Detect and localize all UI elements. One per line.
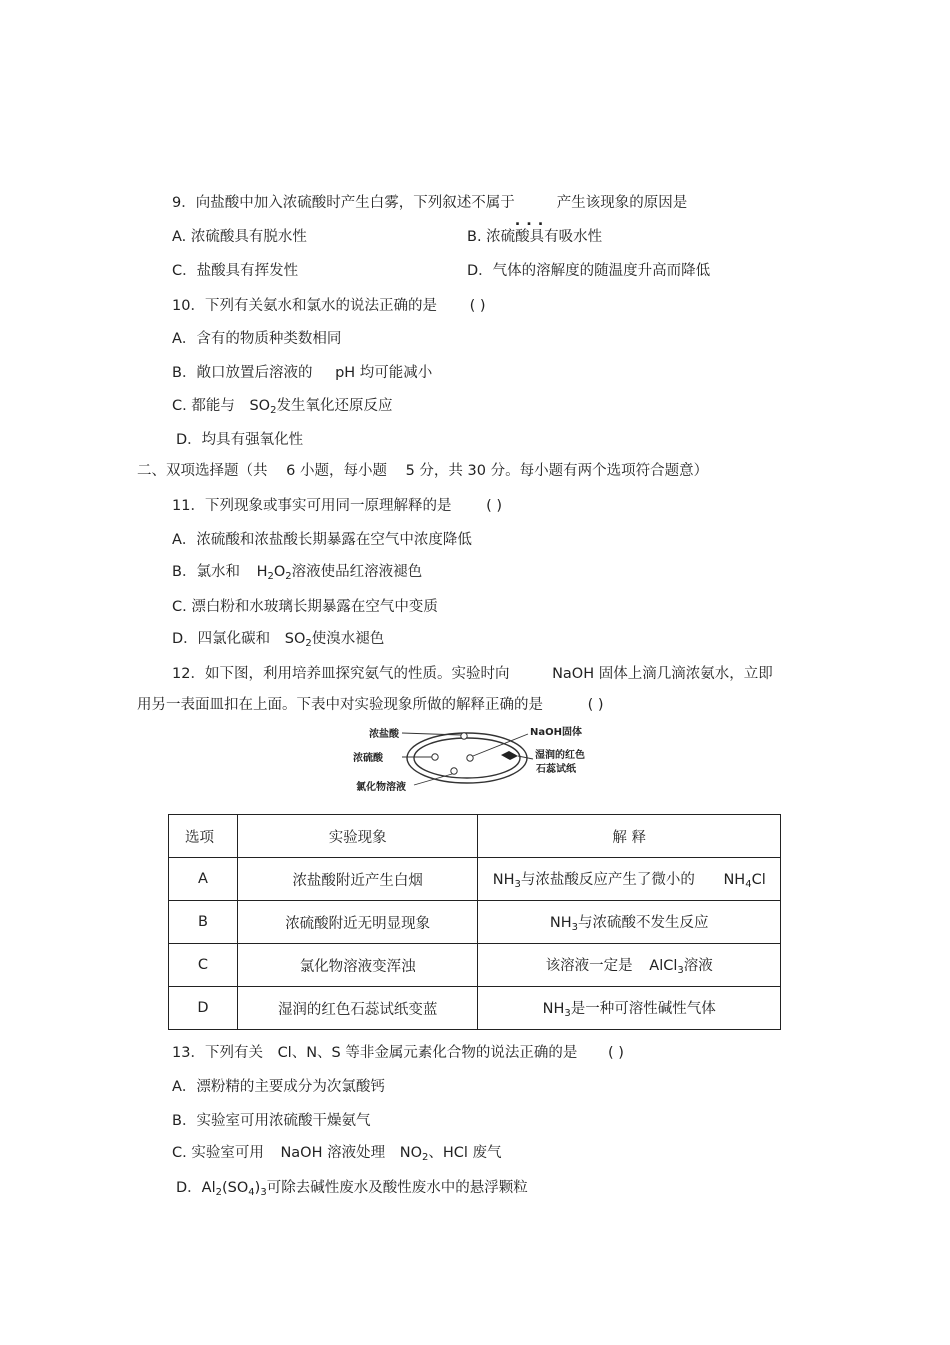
exp-d-text: 是一种可溶性碱性气体 (570, 1001, 716, 1017)
q13-option-b: B．实验室可用浓硫酸干燥氨气 (172, 1113, 371, 1129)
q13-option-c-sub: 2 (422, 1152, 429, 1163)
petri-dish-diagram (352, 722, 602, 794)
q12-stem-part-b: 固体上滴几滴浓氨水，立即 (598, 666, 773, 682)
q13-answer-blank: ( ) (608, 1045, 624, 1061)
row-phenomenon: 浓盐酸附近产生白烟 (237, 858, 478, 901)
table-header-row (169, 815, 781, 858)
label-naoh-solid: NaOH固体 (530, 727, 582, 738)
q10-option-c-so2: SO (249, 398, 271, 414)
row-option: A (169, 858, 238, 901)
q13-option-d-al: Al (201, 1180, 216, 1196)
q13-option-c-no: NO (399, 1145, 422, 1161)
q11-option-a: A．浓硫酸和浓盐酸长期暴露在空气中浓度降低 (172, 532, 472, 548)
section-heading-part3: 分，共 (419, 463, 463, 479)
q13-option-d-so4: (SO (222, 1180, 249, 1196)
row-explanation (478, 944, 781, 987)
q10-stem (172, 296, 486, 316)
table-row (169, 858, 781, 901)
q10-option-c (172, 396, 392, 421)
q11-option-d-text: D．四氯化碳和 (172, 631, 271, 647)
section-heading-part1: 二、双项选择题（共 (137, 463, 268, 479)
naoh-solid (467, 755, 473, 761)
section-heading-num3: 30 (467, 463, 486, 479)
exp-c-rest: 溶液 (683, 958, 713, 974)
exp-b-sub: 3 (571, 922, 579, 933)
table-row (169, 944, 781, 987)
q10-option-b (172, 363, 432, 383)
q10-stem-text: 10．下列有关氨水和氯水的说法正确的是 (172, 298, 437, 314)
q12-stem-line1 (172, 664, 773, 684)
label-litmus-paper-2: 石蕊试纸 (536, 764, 576, 775)
exp-c-alcl: AlCl (649, 958, 678, 974)
row-option: B (169, 901, 238, 944)
q10-option-b-ph: pH (335, 365, 356, 381)
exp-a-nh4: NH (723, 872, 746, 888)
q12-stem-naoh: NaOH (552, 666, 595, 682)
q11-option-b-rest: 溶液使品红溶液褪色 (291, 564, 423, 580)
q12-stem-line2-text: 用另一表面皿扣在上面。下表中对实验现象所做的解释正确的是 (137, 697, 543, 713)
row-phenomenon: 浓硫酸附近无明显现象 (237, 901, 478, 944)
q9-stem-part-b: 产生该现象的原因是 (556, 195, 688, 211)
q9-stem (172, 193, 688, 229)
q9-option-a: A. 浓硫酸具有脱水性 (172, 229, 307, 245)
q13-option-d (176, 1178, 528, 1203)
chloride-leader (414, 774, 452, 785)
exp-a-sub: 3 (514, 879, 521, 890)
q13-option-c-rest: 废气 (472, 1145, 502, 1161)
q13-option-c (172, 1143, 502, 1168)
q13-option-c-mid: 溶液处理 (327, 1145, 386, 1161)
experiment-table (168, 814, 781, 1030)
q11-option-d-sub: 2 (305, 638, 312, 649)
q13-stem (172, 1043, 624, 1063)
exp-b-nh: NH (549, 915, 572, 931)
q13-option-d-sub2: 4 (248, 1187, 255, 1198)
q10-answer-blank: ( ) (469, 298, 486, 314)
q13-option-d-sub3: 3 (260, 1187, 267, 1198)
q11-option-b-h: H (256, 564, 268, 580)
q11-answer-blank: ( ) (486, 498, 502, 514)
label-chloride-solution: 氯化物溶液 (356, 782, 406, 793)
row-explanation (478, 987, 781, 1030)
q13-option-d-text: D． (176, 1180, 202, 1196)
q12-stem-part-a: 12．如下图，利用培养皿探究氨气的性质。实验时向 (172, 666, 510, 682)
q10-option-b-rest: 均可能减小 (359, 365, 433, 381)
q10-option-b-text: B．敞口放置后溶液的 (172, 365, 313, 381)
q11-stem-text: 11．下列现象或事实可用同一原理解释的是 (172, 498, 452, 514)
section-heading-part4: 分。每小题有两个选项符合题意） (490, 463, 709, 479)
q10-option-c-sub: 2 (270, 405, 277, 416)
q13-option-d-rest: 可除去碱性废水及酸性废水中的悬浮颗粒 (266, 1180, 528, 1196)
q13-stem-part-b: 等非金属元素化合物的说法正确的是 (345, 1045, 578, 1061)
section-heading (137, 461, 708, 481)
exp-d-nh: NH (542, 1001, 565, 1017)
q9-option-d: D．气体的溶解度的随温度升高而降低 (467, 263, 711, 279)
q10-option-a: A．含有的物质种类数相同 (172, 331, 342, 347)
q13-option-d-sub1: 2 (215, 1187, 222, 1198)
q13-option-c-text: C. 实验室可用 (172, 1145, 264, 1161)
exp-b-text: 与浓硫酸不发生反应 (578, 915, 709, 931)
label-conc-hcl: 浓盐酸 (369, 729, 399, 740)
header-phenomenon: 实验现象 (237, 815, 478, 858)
exp-c-sub: 3 (677, 965, 684, 976)
table-row (169, 901, 781, 944)
h2so4-drop (432, 754, 438, 760)
section-heading-num2: 5 (405, 463, 415, 479)
q9-option-c: C．盐酸具有挥发性 (172, 263, 299, 279)
q9-stem-part-a: 9．向盐酸中加入浓硫酸时产生白雾，下列叙述不属于 (172, 195, 515, 211)
q12-stem-line2 (137, 695, 604, 715)
q13-option-c-naoh: NaOH (280, 1145, 323, 1161)
exp-c-text: 该溶液一定是 (545, 958, 633, 974)
row-option: C (169, 944, 238, 987)
q11-option-d-so2: SO (284, 631, 306, 647)
hcl-drop (461, 733, 467, 739)
q11-option-b-sub1: 2 (267, 571, 274, 582)
header-explanation: 解 释 (478, 815, 781, 858)
row-phenomenon: 湿润的红色石蕊试纸变蓝 (237, 987, 478, 1030)
table-row (169, 987, 781, 1030)
header-option: 选项 (169, 815, 238, 858)
q10-option-c-rest: 发生氧化还原反应 (276, 398, 393, 414)
q13-option-d-close: ) (254, 1180, 261, 1196)
exp-a-sub2: 4 (745, 879, 752, 890)
row-explanation (478, 901, 781, 944)
section-heading-part2: 小题，每小题 (299, 463, 387, 479)
q11-option-b (172, 562, 422, 587)
q11-option-b-sub2: 2 (285, 571, 292, 582)
q13-option-c-hcl: 、HCl (428, 1145, 468, 1161)
q13-stem-part-a: 13．下列有关 (172, 1045, 263, 1061)
q11-option-d-rest: 使溴水褪色 (311, 631, 385, 647)
row-option: D (169, 987, 238, 1030)
row-explanation (478, 858, 781, 901)
q11-option-b-text: B．氯水和 (172, 564, 240, 580)
q11-option-c: C. 漂白粉和水玻璃长期暴露在空气中变质 (172, 599, 438, 615)
q10-option-c-text: C. 都能与 (172, 398, 235, 414)
q9-option-b: B. 浓硫酸具有吸水性 (467, 229, 603, 245)
label-litmus-paper-1: 湿润的红色 (535, 750, 585, 761)
chloride-drop (451, 768, 457, 774)
exp-a-text: 与浓盐酸反应产生了微小的 (520, 872, 695, 888)
q13-option-a: A．漂粉精的主要成分为次氯酸钙 (172, 1079, 385, 1095)
litmus-paper (501, 751, 518, 760)
q11-stem (172, 496, 502, 516)
row-phenomenon: 氯化物溶液变浑浊 (237, 944, 478, 987)
emphasis-dots-text: ... (514, 213, 550, 229)
label-conc-h2so4: 浓硫酸 (353, 753, 383, 764)
q11-option-b-o: O (273, 564, 286, 580)
q11-option-d (172, 629, 384, 654)
exp-d-sub: 3 (564, 1008, 571, 1019)
q13-stem-elements: Cl、N、S (277, 1045, 341, 1061)
section-heading-num1: 6 (286, 463, 296, 479)
exp-a-cl: Cl (751, 872, 766, 888)
exp-a-nh: NH (492, 872, 515, 888)
q12-answer-blank: ( ) (587, 697, 604, 713)
q10-option-d: D．均具有强氧化性 (176, 432, 304, 448)
